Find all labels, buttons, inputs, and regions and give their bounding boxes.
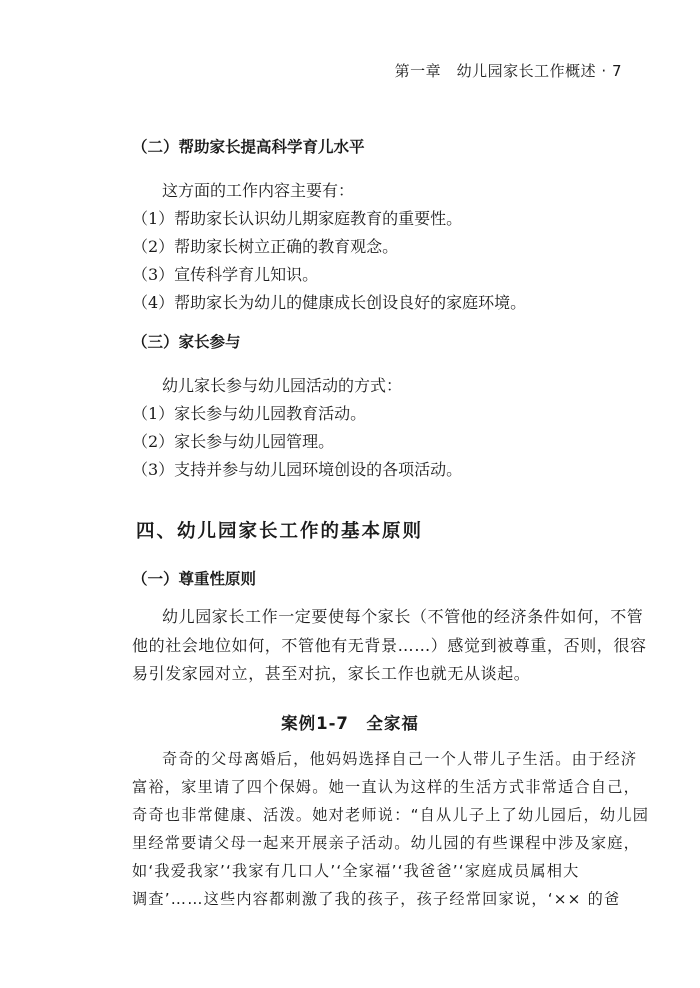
chapter-section-heading: 四、幼儿园家长工作的基本原则 [136, 521, 424, 542]
case-text-line: 奇奇的父母离婚后，他妈妈选择自己一个人带儿子生活。由于经济 [162, 750, 638, 768]
section-intro: 幼儿家长参与幼儿园活动的方式： [162, 376, 403, 395]
chapter-title: 第一章 幼儿园家长工作概述 [394, 62, 597, 80]
case-text-line: 奇奇也非常健康、活泼。她对老师说：“自从儿子上了幼儿园后，幼儿园 [132, 806, 650, 824]
list-item: （3）宣传科学育儿知识。 [132, 265, 319, 284]
list-item: （4）帮助家长为幼儿的健康成长创设良好的家庭环境。 [132, 293, 527, 312]
body-paragraph-line: 他的社会地位如何，不管他有无背景……）感觉到被尊重，否则，很容 [132, 636, 647, 655]
running-header [395, 60, 622, 81]
list-item: （1）帮助家长认识幼儿期家庭教育的重要性。 [132, 209, 463, 228]
list-item: （2）帮助家长树立正确的教育观念。 [132, 237, 399, 256]
body-paragraph-line: 易引发家园对立，甚至对抗，家长工作也就无从谈起。 [132, 664, 531, 683]
list-item: （3）支持并参与幼儿园环境创设的各项活动。 [132, 460, 463, 479]
case-title: 案例1-7 全家福 [281, 714, 419, 733]
body-paragraph-line: 幼儿园家长工作一定要使每个家长（不管他的经济条件如何，不管 [162, 607, 644, 626]
section-heading-2: （二）帮助家长提高科学育儿水平 [132, 138, 365, 156]
list-item: （2）家长参与幼儿园管理。 [132, 432, 335, 451]
case-text-line: 富裕，家里请了四个保姆。她一直认为这样的生活方式非常适合自己， [132, 778, 641, 796]
case-text-line: 里经常要请父母一起来开展亲子活动。幼儿园的有些课程中涉及家庭， [132, 834, 641, 852]
section-heading-1: （一）尊重性原则 [132, 570, 257, 588]
list-item: （1）家长参与幼儿园教育活动。 [132, 404, 367, 423]
section-heading-3: （三）家长参与 [132, 333, 241, 351]
case-text-line: 调查’……这些内容都刺激了我的孩子，孩子经常回家说，‘×× 的爸 [132, 890, 621, 908]
page-number: · 7 [601, 62, 622, 80]
section-intro: 这方面的工作内容主要有： [162, 181, 355, 200]
case-text-line: 如‘我爱我家’‘我家有几口人’‘全家福’‘我爸爸’‘家庭成员属相大 [132, 862, 580, 880]
